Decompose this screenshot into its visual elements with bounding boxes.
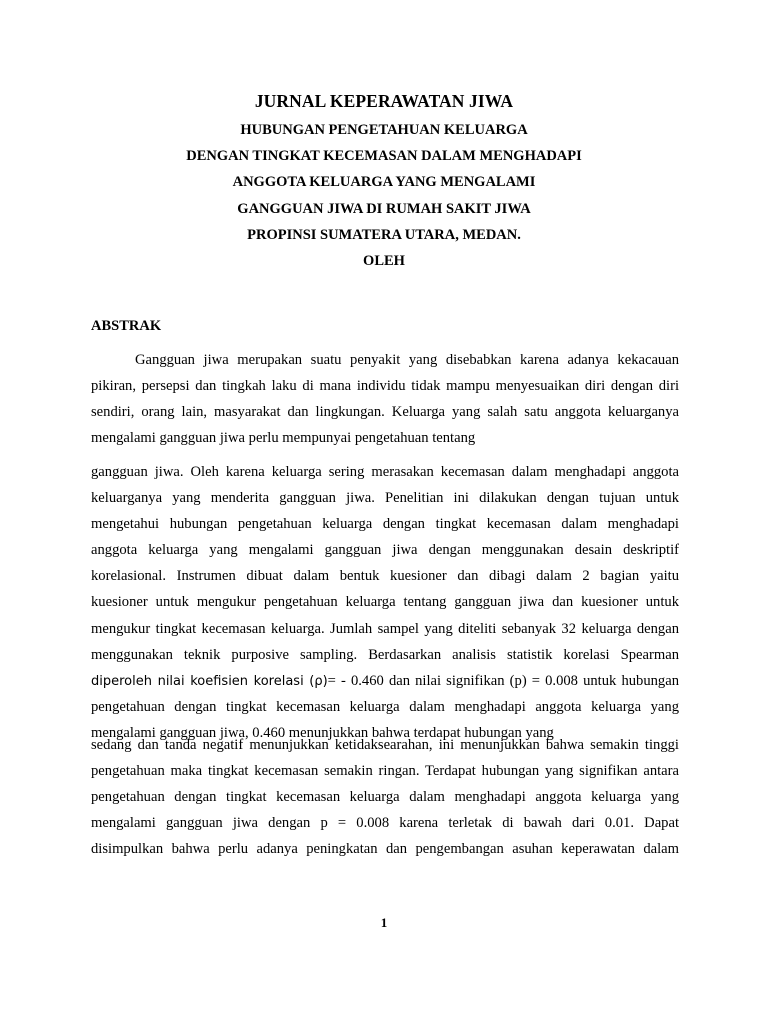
text-line: Gangguan jiwa merupakan suatu penyakit yang disebabkan karena adanya kekacauan: [135, 352, 679, 368]
text-line: sedang dan tanda negatif menunjukkan ketidaksearahan, ini menunjukkan bahwa semakin tinggi: [91, 737, 679, 753]
article-title-line: GANGGUAN JIWA DI RUMAH SAKIT JIWA: [237, 200, 531, 217]
text-line: sendiri, orang lain, masyarakat dan lingkungan. Keluarga yang salah satu anggota keluarganya: [91, 404, 679, 421]
article-title-line: HUBUNGAN PENGETAHUAN KELUARGA: [240, 122, 528, 138]
text-line: korelasional. Instrumen dibuat dalam bentuk kuesioner dan dibagi dalam 2 bagian yaitu: [91, 568, 679, 585]
text-line: mengetahui hubungan pengetahuan keluarga dengan tingkat kecemasan dalam menghadapi: [91, 516, 679, 533]
abstract-paragraph: [91, 732, 679, 862]
rho-prefix: diperoleh nilai koefisien korelasi (ρ): [91, 673, 328, 689]
text-line: gangguan jiwa. Oleh karena keluarga sering merasakan kecemasan dalam menghadapi anggota: [91, 464, 679, 480]
article-title: [0, 117, 768, 274]
abstract-paragraph: [91, 459, 679, 746]
article-title-line: DENGAN TINGKAT KECEMASAN DALAM MENGHADAPI: [186, 148, 582, 165]
text-line: pengetahuan dengan tingkat kecemasan keluarga dalam menghadapi anggota keluarga yang: [91, 698, 679, 715]
article-title-line: ANGGOTA KELUARGA YANG MENGALAMI: [232, 174, 536, 191]
text-line: mengalami gangguan jiwa, 0.460 menunjukkan bahwa terdapat hubungan yang: [91, 724, 554, 741]
abstract-heading: ABSTRAK: [91, 318, 162, 334]
text-line: pikiran, persepsi dan tingkah laku di mana individu tidak mampu menyesuaikan diri dengan diri: [91, 378, 679, 395]
rho-suffix: = - 0.460 dan nilai signifikan (p) = 0.008 untuk hubungan: [327, 672, 679, 689]
journal-title: JURNAL KEPERAWATAN JIWA: [254, 91, 514, 111]
text-line: kuesioner untuk mengukur pengetahuan keluarga tentang gangguan jiwa dan kuesioner untuk: [91, 594, 679, 611]
text-line-rho: [91, 668, 679, 694]
text-line: mengalami gangguan jiwa perlu mempunyai pengetahuan tentang: [91, 430, 476, 447]
text-line: disimpulkan bahwa perlu adanya peningkatan dan pengembangan asuhan keperawatan dalam: [91, 841, 679, 858]
text-line: menggunakan teknik purposive sampling. Berdasarkan analisis statistik korelasi Spearman: [91, 646, 679, 663]
text-line: mengukur tingkat kecemasan keluarga. Jumlah sampel yang diteliti sebanyak 32 keluarga dengan: [91, 620, 679, 637]
article-title-line: PROPINSI SUMATERA UTARA, MEDAN.: [247, 226, 521, 243]
text-line: keluarganya yang menderita gangguan jiwa. Penelitian ini dilakukan dengan tujuan untuk: [91, 490, 679, 507]
author-label: OLEH: [363, 253, 405, 270]
abstract-paragraph: [91, 347, 679, 451]
page-number: 1: [380, 915, 388, 930]
text-line: pengetahuan dengan tingkat kecemasan keluarga dalam menghadapi anggota keluarga yang: [91, 789, 679, 806]
text-line: anggota keluarga yang mengalami gangguan jiwa dengan menggunakan desain deskriptif: [91, 542, 679, 559]
text-line: pengetahuan maka tingkat kecemasan semakin ringan. Terdapat hubungan yang signifikan antara: [91, 763, 679, 780]
text-line: mengalami gangguan jiwa dengan p = 0.008 karena terletak di bawah dari 0.01. Dapat: [91, 815, 679, 832]
